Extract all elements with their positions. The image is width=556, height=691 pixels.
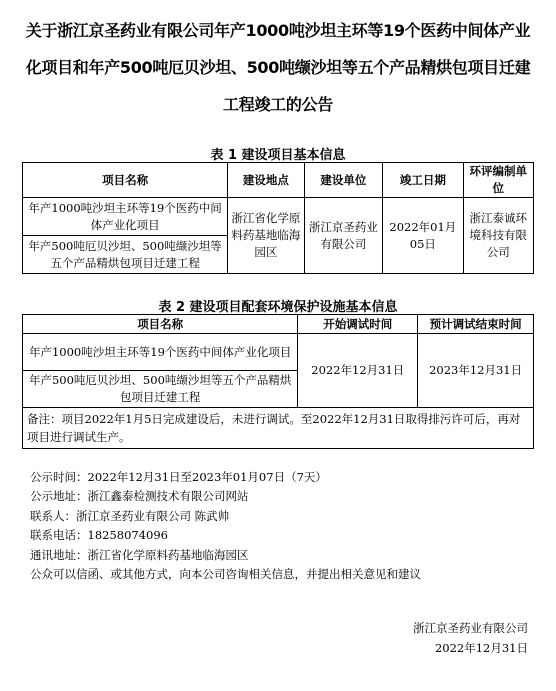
project-info-table <box>22 162 534 274</box>
table2-caption: 表 2 建设项目配套环境保护设施基本信息 <box>158 300 398 315</box>
header-end-time: 预计调试结束时间 <box>418 315 534 334</box>
signature-date: 2022年12月31日 <box>434 641 528 655</box>
location-cell: 浙江省化学原料药基地临海园区 <box>228 198 304 274</box>
builder-cell: 浙江京圣药业有限公司 <box>304 198 382 274</box>
mailing-address: 通讯地址：浙江省化学原料药基地临海园区 <box>30 547 249 562</box>
project-name-cell: 年产500吨厄贝沙坦、500吨缬沙坦等五个产品精烘包项目迁建工程 <box>23 236 228 274</box>
contact-phone: 联系电话：18258074096 <box>30 528 168 543</box>
table1-caption: 表 1 建设项目基本信息 <box>210 148 346 163</box>
signature-company: 浙江京圣药业有限公司 <box>413 621 528 635</box>
header-builder: 建设单位 <box>304 163 382 198</box>
start-time-cell: 2022年12月31日 <box>298 334 418 408</box>
project-name-cell: 年产1000吨沙坦主环等19个医药中间体产业化项目 <box>23 198 228 236</box>
header-start-time: 开始调试时间 <box>298 315 418 334</box>
header-eia-unit: 环评编制单位 <box>463 163 533 198</box>
contact-person: 联系人：浙江京圣药业有限公司 陈武帅 <box>30 508 230 523</box>
eia-unit-cell: 浙江泰诚环境科技有限公司 <box>463 198 533 274</box>
page-title: 关于浙江京圣药业有限公司年产1000吨沙坦主环等19个医药中间体产业化项目和年产500吨厄贝沙坦、500吨缬沙坦等五个产品精烘包项目迁建工程竣工的公告 <box>25 21 531 114</box>
publicity-address: 公示地址：浙江鑫泰检测技术有限公司网站 <box>30 489 249 504</box>
public-feedback-note: 公众可以信函、或其他方式，向本公司咨询相关信息，并提出相关意见和建议 <box>30 567 421 582</box>
header-location: 建设地点 <box>228 163 304 198</box>
project-name-cell: 年产500吨厄贝沙坦、500吨缬沙坦等五个产品精烘包项目迁建工程 <box>23 371 298 408</box>
env-facility-table <box>22 314 534 449</box>
project-name-cell: 年产1000吨沙坦主环等19个医药中间体产业化项目 <box>23 334 298 371</box>
header-project-name: 项目名称 <box>23 163 228 198</box>
note-cell: 备注：项目2022年1月5日完成建设后，未进行调试。至2022年12月31日取得排污许可后，再对项目进行调试生产。 <box>23 408 534 449</box>
publicity-period: 公示时间：2022年12月31日至2023年01月07日（7天） <box>30 470 327 484</box>
signature-block <box>413 618 528 658</box>
end-time-cell: 2023年12月31日 <box>418 334 534 408</box>
completion-date-cell: 2022年01月05日 <box>383 198 463 274</box>
header-project-name: 项目名称 <box>23 315 298 334</box>
contact-info <box>30 468 421 584</box>
header-completion-date: 竣工日期 <box>383 163 463 198</box>
